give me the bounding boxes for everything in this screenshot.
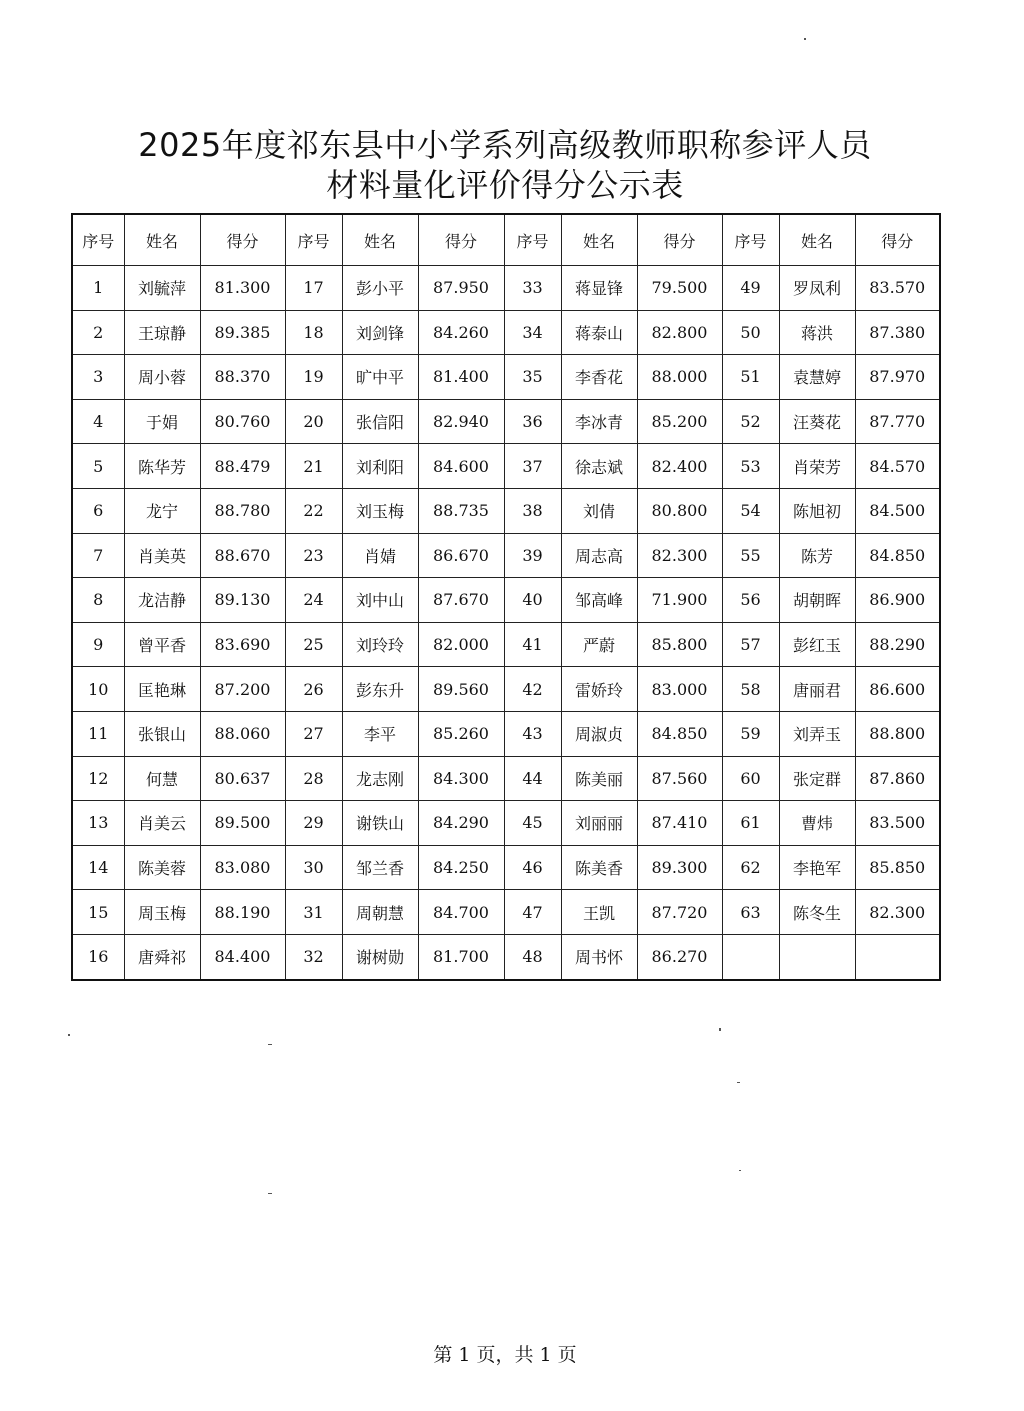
cell-name: 肖美英	[124, 533, 200, 578]
cell-name: 肖荣芳	[779, 444, 855, 489]
cell-score: 84.500	[855, 488, 940, 533]
cell-index: 10	[72, 667, 124, 712]
document-title-line1: 2025年度祁东县中小学系列高级教师职称参评人员	[138, 126, 872, 164]
cell-score: 86.600	[855, 667, 940, 712]
cell-score: 80.800	[637, 488, 722, 533]
cell-name: 刘利阳	[342, 444, 418, 489]
cell-index: 29	[285, 801, 342, 846]
cell-score: 87.970	[855, 355, 940, 400]
cell-name: 龙宁	[124, 488, 200, 533]
cell-name: 蒋泰山	[561, 310, 637, 355]
cell-score: 88.000	[637, 355, 722, 400]
table-row	[72, 444, 940, 489]
cell-name: 彭小平	[342, 266, 418, 311]
cell-name: 袁慧婷	[779, 355, 855, 400]
cell-name: 徐志斌	[561, 444, 637, 489]
cell-index: 16	[72, 934, 124, 979]
cell-score: 80.637	[200, 756, 285, 801]
cell-index: 13	[72, 801, 124, 846]
cell-index: 38	[504, 488, 561, 533]
column-header-name: 姓名	[124, 214, 200, 266]
cell-score: 87.200	[200, 667, 285, 712]
cell-index: 18	[285, 310, 342, 355]
cell-score: 83.690	[200, 622, 285, 667]
cell-score: 88.800	[855, 711, 940, 756]
table-row	[72, 578, 940, 623]
cell-name: 刘丽丽	[561, 801, 637, 846]
cell-index: 2	[72, 310, 124, 355]
cell-score: 85.800	[637, 622, 722, 667]
cell-score: 84.700	[418, 890, 504, 935]
cell-score: 80.760	[200, 399, 285, 444]
cell-score: 84.290	[418, 801, 504, 846]
cell-index: 4	[72, 399, 124, 444]
cell-name: 刘中山	[342, 578, 418, 623]
cell-index: 32	[285, 934, 342, 979]
scan-speck	[268, 1044, 272, 1045]
cell-name: 罗凤利	[779, 266, 855, 311]
cell-name: 刘弄玉	[779, 711, 855, 756]
cell-score: 89.500	[200, 801, 285, 846]
cell-score: 84.250	[418, 845, 504, 890]
cell-name: 曹炜	[779, 801, 855, 846]
cell-name: 于娟	[124, 399, 200, 444]
cell-name: 龙洁静	[124, 578, 200, 623]
cell-score: 89.300	[637, 845, 722, 890]
cell-index: 51	[722, 355, 779, 400]
cell-name: 陈美香	[561, 845, 637, 890]
cell-index: 21	[285, 444, 342, 489]
table-row	[72, 266, 940, 311]
cell-index: 57	[722, 622, 779, 667]
cell-name: 蒋洪	[779, 310, 855, 355]
scan-speck	[739, 1170, 741, 1171]
page-footer: 第 1 页，共 1 页	[433, 1344, 577, 1366]
cell-name: 刘毓萍	[124, 266, 200, 311]
cell-name: 旷中平	[342, 355, 418, 400]
cell-score: 82.300	[637, 533, 722, 578]
cell-score: 84.570	[855, 444, 940, 489]
column-header-index: 序号	[722, 214, 779, 266]
cell-index: 33	[504, 266, 561, 311]
cell-score: 88.190	[200, 890, 285, 935]
cell-score: 85.200	[637, 399, 722, 444]
table-row	[72, 399, 940, 444]
cell-score: 86.900	[855, 578, 940, 623]
cell-name: 蒋显锋	[561, 266, 637, 311]
cell-index: 42	[504, 667, 561, 712]
cell-index: 31	[285, 890, 342, 935]
cell-score: 88.290	[855, 622, 940, 667]
cell-index: 36	[504, 399, 561, 444]
cell-index: 1	[72, 266, 124, 311]
cell-name: 张银山	[124, 711, 200, 756]
cell-score: 81.700	[418, 934, 504, 979]
cell-index: 26	[285, 667, 342, 712]
cell-name: 肖美云	[124, 801, 200, 846]
cell-score: 84.400	[200, 934, 285, 979]
cell-index: 41	[504, 622, 561, 667]
cell-score: 83.500	[855, 801, 940, 846]
cell-index: 8	[72, 578, 124, 623]
cell-score: 87.950	[418, 266, 504, 311]
cell-name: 张信阳	[342, 399, 418, 444]
cell-index: 20	[285, 399, 342, 444]
cell-score	[855, 934, 940, 979]
cell-name: 彭红玉	[779, 622, 855, 667]
cell-index: 55	[722, 533, 779, 578]
cell-index: 44	[504, 756, 561, 801]
cell-index: 46	[504, 845, 561, 890]
cell-name: 周志高	[561, 533, 637, 578]
cell-score: 89.385	[200, 310, 285, 355]
cell-score: 88.735	[418, 488, 504, 533]
cell-name: 彭东升	[342, 667, 418, 712]
cell-score: 88.479	[200, 444, 285, 489]
cell-name: 王琼静	[124, 310, 200, 355]
cell-index: 58	[722, 667, 779, 712]
cell-score: 84.600	[418, 444, 504, 489]
cell-name: 王凯	[561, 890, 637, 935]
cell-score: 86.270	[637, 934, 722, 979]
column-header-index: 序号	[504, 214, 561, 266]
scan-speck	[804, 38, 806, 40]
cell-score: 83.000	[637, 667, 722, 712]
cell-score: 81.400	[418, 355, 504, 400]
cell-index: 50	[722, 310, 779, 355]
cell-index: 35	[504, 355, 561, 400]
cell-index: 9	[72, 622, 124, 667]
cell-score: 88.670	[200, 533, 285, 578]
cell-score: 82.300	[855, 890, 940, 935]
cell-name: 李香花	[561, 355, 637, 400]
table-row	[72, 488, 940, 533]
cell-name: 陈美蓉	[124, 845, 200, 890]
cell-index: 63	[722, 890, 779, 935]
cell-score: 82.000	[418, 622, 504, 667]
cell-index: 12	[72, 756, 124, 801]
cell-index: 43	[504, 711, 561, 756]
cell-index: 11	[72, 711, 124, 756]
cell-name: 谢铁山	[342, 801, 418, 846]
scan-speck	[68, 1034, 70, 1036]
score-table	[71, 213, 941, 981]
cell-name: 唐舜祁	[124, 934, 200, 979]
document-title-line2: 材料量化评价得分公示表	[326, 166, 684, 204]
cell-score: 89.560	[418, 667, 504, 712]
table-row	[72, 711, 940, 756]
cell-index: 39	[504, 533, 561, 578]
column-header-index: 序号	[285, 214, 342, 266]
cell-index: 60	[722, 756, 779, 801]
cell-score: 87.860	[855, 756, 940, 801]
cell-score: 83.570	[855, 266, 940, 311]
cell-name: 邹高峰	[561, 578, 637, 623]
cell-score: 84.260	[418, 310, 504, 355]
cell-index: 28	[285, 756, 342, 801]
column-header-name: 姓名	[561, 214, 637, 266]
cell-score: 86.670	[418, 533, 504, 578]
cell-name: 汪葵花	[779, 399, 855, 444]
column-header-score: 得分	[637, 214, 722, 266]
cell-score: 79.500	[637, 266, 722, 311]
cell-name: 邹兰香	[342, 845, 418, 890]
cell-name: 雷娇玲	[561, 667, 637, 712]
column-header-index: 序号	[72, 214, 124, 266]
cell-name	[779, 934, 855, 979]
table-row	[72, 890, 940, 935]
cell-name: 周朝慧	[342, 890, 418, 935]
cell-name: 周书怀	[561, 934, 637, 979]
cell-name: 匡艳琳	[124, 667, 200, 712]
cell-score: 87.670	[418, 578, 504, 623]
cell-score: 87.770	[855, 399, 940, 444]
cell-name: 陈芳	[779, 533, 855, 578]
cell-name: 周淑贞	[561, 711, 637, 756]
table-row	[72, 756, 940, 801]
column-header-name: 姓名	[779, 214, 855, 266]
cell-index: 37	[504, 444, 561, 489]
cell-index: 14	[72, 845, 124, 890]
cell-name: 周小蓉	[124, 355, 200, 400]
cell-name: 刘玉梅	[342, 488, 418, 533]
cell-index: 62	[722, 845, 779, 890]
cell-score: 88.370	[200, 355, 285, 400]
cell-index: 40	[504, 578, 561, 623]
cell-index: 7	[72, 533, 124, 578]
table-body	[72, 266, 940, 980]
cell-name: 谢树勋	[342, 934, 418, 979]
cell-index: 27	[285, 711, 342, 756]
table-row	[72, 622, 940, 667]
cell-index: 45	[504, 801, 561, 846]
table-row	[72, 533, 940, 578]
cell-name: 龙志刚	[342, 756, 418, 801]
cell-score: 85.850	[855, 845, 940, 890]
cell-name: 刘剑锋	[342, 310, 418, 355]
cell-score: 83.080	[200, 845, 285, 890]
cell-index: 22	[285, 488, 342, 533]
cell-score: 87.720	[637, 890, 722, 935]
cell-index: 5	[72, 444, 124, 489]
column-header-score: 得分	[418, 214, 504, 266]
cell-name: 严蔚	[561, 622, 637, 667]
cell-index: 53	[722, 444, 779, 489]
cell-name: 李平	[342, 711, 418, 756]
cell-score: 84.850	[637, 711, 722, 756]
table-row	[72, 845, 940, 890]
cell-index: 3	[72, 355, 124, 400]
table-row	[72, 355, 940, 400]
column-header-score: 得分	[855, 214, 940, 266]
table-row	[72, 934, 940, 979]
scan-speck	[737, 1082, 740, 1083]
cell-index: 52	[722, 399, 779, 444]
cell-name: 何慧	[124, 756, 200, 801]
cell-name: 陈旭初	[779, 488, 855, 533]
table-row	[72, 801, 940, 846]
cell-score: 89.130	[200, 578, 285, 623]
cell-index: 15	[72, 890, 124, 935]
cell-index: 47	[504, 890, 561, 935]
cell-name: 刘玲玲	[342, 622, 418, 667]
cell-score: 87.560	[637, 756, 722, 801]
cell-index: 59	[722, 711, 779, 756]
cell-score: 84.300	[418, 756, 504, 801]
cell-name: 李艳军	[779, 845, 855, 890]
table-row	[72, 310, 940, 355]
cell-name: 曾平香	[124, 622, 200, 667]
cell-name: 陈冬生	[779, 890, 855, 935]
cell-score: 87.380	[855, 310, 940, 355]
cell-score: 84.850	[855, 533, 940, 578]
cell-index: 48	[504, 934, 561, 979]
table-header-row	[72, 214, 940, 266]
cell-name: 肖婧	[342, 533, 418, 578]
scan-speck	[719, 1028, 721, 1031]
cell-name: 周玉梅	[124, 890, 200, 935]
cell-score: 88.780	[200, 488, 285, 533]
cell-score: 81.300	[200, 266, 285, 311]
cell-index	[722, 934, 779, 979]
cell-index: 30	[285, 845, 342, 890]
cell-score: 87.410	[637, 801, 722, 846]
table-row	[72, 667, 940, 712]
cell-index: 24	[285, 578, 342, 623]
cell-score: 82.400	[637, 444, 722, 489]
scan-speck	[268, 1193, 272, 1194]
cell-name: 李冰青	[561, 399, 637, 444]
cell-score: 85.260	[418, 711, 504, 756]
cell-index: 19	[285, 355, 342, 400]
cell-index: 25	[285, 622, 342, 667]
cell-index: 54	[722, 488, 779, 533]
cell-name: 陈华芳	[124, 444, 200, 489]
cell-score: 71.900	[637, 578, 722, 623]
cell-index: 34	[504, 310, 561, 355]
column-header-score: 得分	[200, 214, 285, 266]
cell-name: 陈美丽	[561, 756, 637, 801]
column-header-name: 姓名	[342, 214, 418, 266]
cell-name: 胡朝晖	[779, 578, 855, 623]
cell-name: 张定群	[779, 756, 855, 801]
cell-index: 6	[72, 488, 124, 533]
cell-score: 82.800	[637, 310, 722, 355]
cell-name: 唐丽君	[779, 667, 855, 712]
cell-index: 23	[285, 533, 342, 578]
cell-name: 刘倩	[561, 488, 637, 533]
cell-score: 82.940	[418, 399, 504, 444]
cell-index: 61	[722, 801, 779, 846]
cell-index: 56	[722, 578, 779, 623]
cell-index: 49	[722, 266, 779, 311]
cell-score: 88.060	[200, 711, 285, 756]
cell-index: 17	[285, 266, 342, 311]
